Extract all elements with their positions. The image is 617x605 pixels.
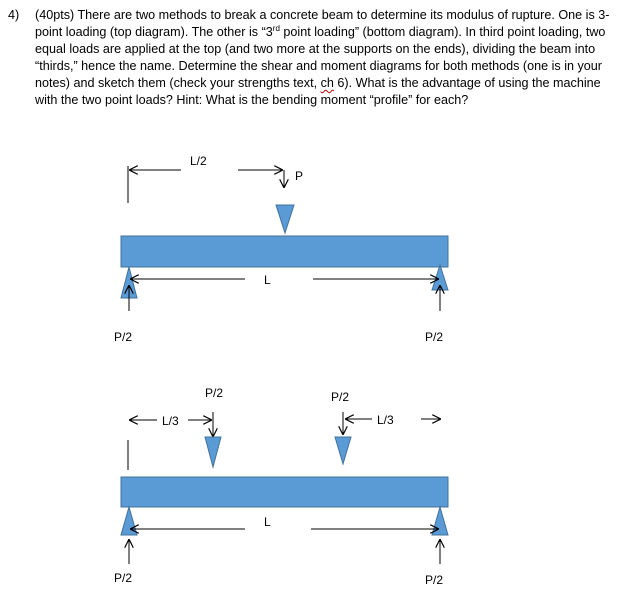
right-third-label: L/3 (377, 413, 394, 427)
left-load-label: P/2 (205, 386, 224, 400)
third-point-diagram (114, 386, 448, 587)
question-text-part2: point loading” (bottom diagram). In third point loading, two equal loads are applied at the top (and two more at the supports on the ends), dividing the beam into “thirds,” hence the name. Determine the shear and moment diagrams for both methods (one is in your notes) and sketch them (check your strengths text, (35, 25, 606, 90)
left-reaction-label: P/2 (114, 571, 133, 585)
left-third-label: L/3 (162, 414, 179, 428)
right-load-label: P/2 (331, 390, 350, 404)
span-label: L (264, 515, 271, 529)
beam (121, 236, 448, 267)
load-label: P (295, 169, 304, 183)
load-point-triangle (276, 205, 294, 233)
spellcheck-word: ch (320, 76, 334, 90)
right-reaction-label: P/2 (425, 330, 444, 344)
right-load-triangle (335, 437, 351, 464)
beam (121, 477, 448, 507)
half-span-label: L/2 (190, 154, 207, 168)
three-point-diagram (114, 154, 448, 344)
superscript-rd: rd (272, 23, 280, 33)
question-points: (40pts) (35, 8, 75, 22)
right-reaction-label: P/2 (425, 573, 444, 587)
question-text-part3: 6). What is the advantage of using the machine with the two point loads? Hint: What is the bending moment “profile” for each? (35, 76, 601, 107)
left-support-triangle (121, 507, 137, 535)
question-text-part1: There are two methods to break a concrete beam to determine its modulus of rupture. One is 3-point loading (top diagram). The other is “3 (35, 8, 610, 39)
span-label: L (264, 273, 271, 287)
left-reaction-label: P/2 (114, 330, 133, 344)
right-support-triangle (432, 507, 448, 535)
question-number: 4) (8, 8, 20, 22)
left-load-triangle (205, 437, 221, 467)
